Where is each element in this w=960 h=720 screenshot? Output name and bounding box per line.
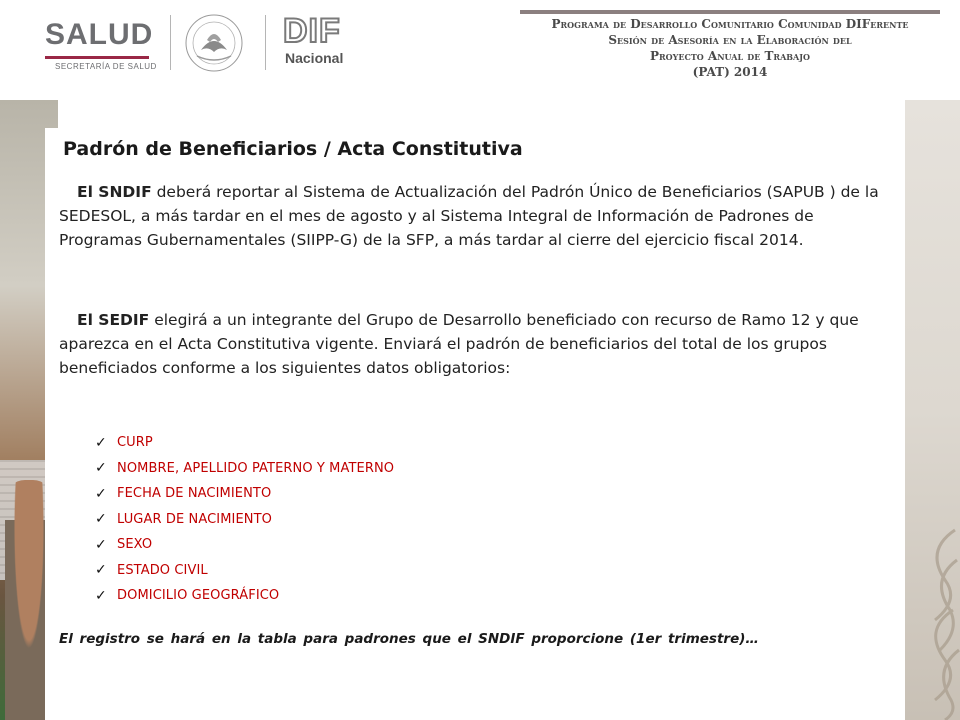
paragraph-sndif	[59, 180, 889, 252]
content-panel	[45, 128, 905, 720]
program-title-line: (PAT) 2014	[692, 65, 768, 79]
salud-logo	[45, 18, 165, 70]
list-item-label: ESTADO CIVIL	[117, 562, 208, 578]
paragraph-text: deberá reportar al Sistema de Actualización del Padrón Único de Beneficiarios (SAPUB ) de la SEDESOL, a más tardar en el mes de agosto y al Sistema Integral de Información de Padrones de Programas Gubernamentales (SIIPP-G) de la SFP, a más tardar al cierre del ejercicio fiscal 2014.	[59, 183, 879, 249]
header-divider	[170, 15, 171, 70]
salud-logo-subtitle: SECRETARÍA DE SALUD	[55, 62, 157, 71]
checkmark-icon: ✓	[95, 511, 107, 528]
list-item	[95, 456, 394, 482]
checkmark-icon: ✓	[95, 460, 107, 477]
paragraph-lead: El SEDIF	[77, 311, 150, 329]
program-title-line: Proyecto Anual de Trabajo	[650, 49, 810, 63]
dif-logo	[283, 12, 345, 68]
program-title-bar	[520, 10, 940, 14]
list-item	[95, 507, 394, 533]
program-title-line: Sesión de Asesoría en la Elaboración del	[608, 33, 852, 47]
checkmark-icon: ✓	[95, 536, 107, 553]
checkmark-icon: ✓	[95, 587, 107, 604]
paragraph-text: elegirá a un integrante del Grupo de Desarrollo beneficiado con recurso de Ramo 12 y que aparezca en el Acta Constitutiva vigente. Enviará el padrón de beneficiarios del total de los grupos beneficiados conforme a los siguientes datos obligatorios:	[59, 311, 859, 377]
salud-logo-word: SALUD	[45, 18, 154, 51]
list-item-label: FECHA DE NACIMIENTO	[117, 486, 272, 502]
list-item	[95, 481, 394, 507]
slide-header	[0, 0, 960, 100]
dif-logo-subtitle: Nacional	[285, 50, 344, 66]
list-item	[95, 583, 394, 609]
decorative-swirl-icon	[905, 520, 960, 720]
salud-logo-bar	[45, 56, 149, 59]
list-item	[95, 558, 394, 584]
checkmark-icon: ✓	[95, 434, 107, 451]
list-item	[95, 532, 394, 558]
checkmark-icon: ✓	[95, 562, 107, 579]
checkmark-icon: ✓	[95, 485, 107, 502]
list-item-label: CURP	[117, 435, 153, 451]
program-title-line: Programa de Desarrollo Comunitario Comunidad DIFerente	[551, 17, 909, 31]
list-item-label: SEXO	[117, 537, 153, 553]
mexican-seal-icon	[183, 12, 245, 74]
dif-logo-word: DIF	[283, 12, 341, 50]
program-title	[520, 16, 940, 80]
slide-title: Padrón de Beneficiarios / Acta Constitutiva	[63, 138, 523, 160]
required-data-checklist	[95, 430, 394, 609]
list-item-label: LUGAR DE NACIMIENTO	[117, 511, 272, 527]
header-divider	[265, 15, 266, 70]
paragraph-sedif	[59, 308, 889, 380]
list-item	[95, 430, 394, 456]
list-item-label: DOMICILIO GEOGRÁFICO	[117, 588, 280, 604]
paragraph-lead: El SNDIF	[77, 183, 152, 201]
list-item-label: NOMBRE, APELLIDO PATERNO Y MATERNO	[117, 460, 395, 476]
footer-note: El registro se hará en la tabla para padrones que el SNDIF proporcione (1er trimestre)…	[59, 631, 759, 647]
